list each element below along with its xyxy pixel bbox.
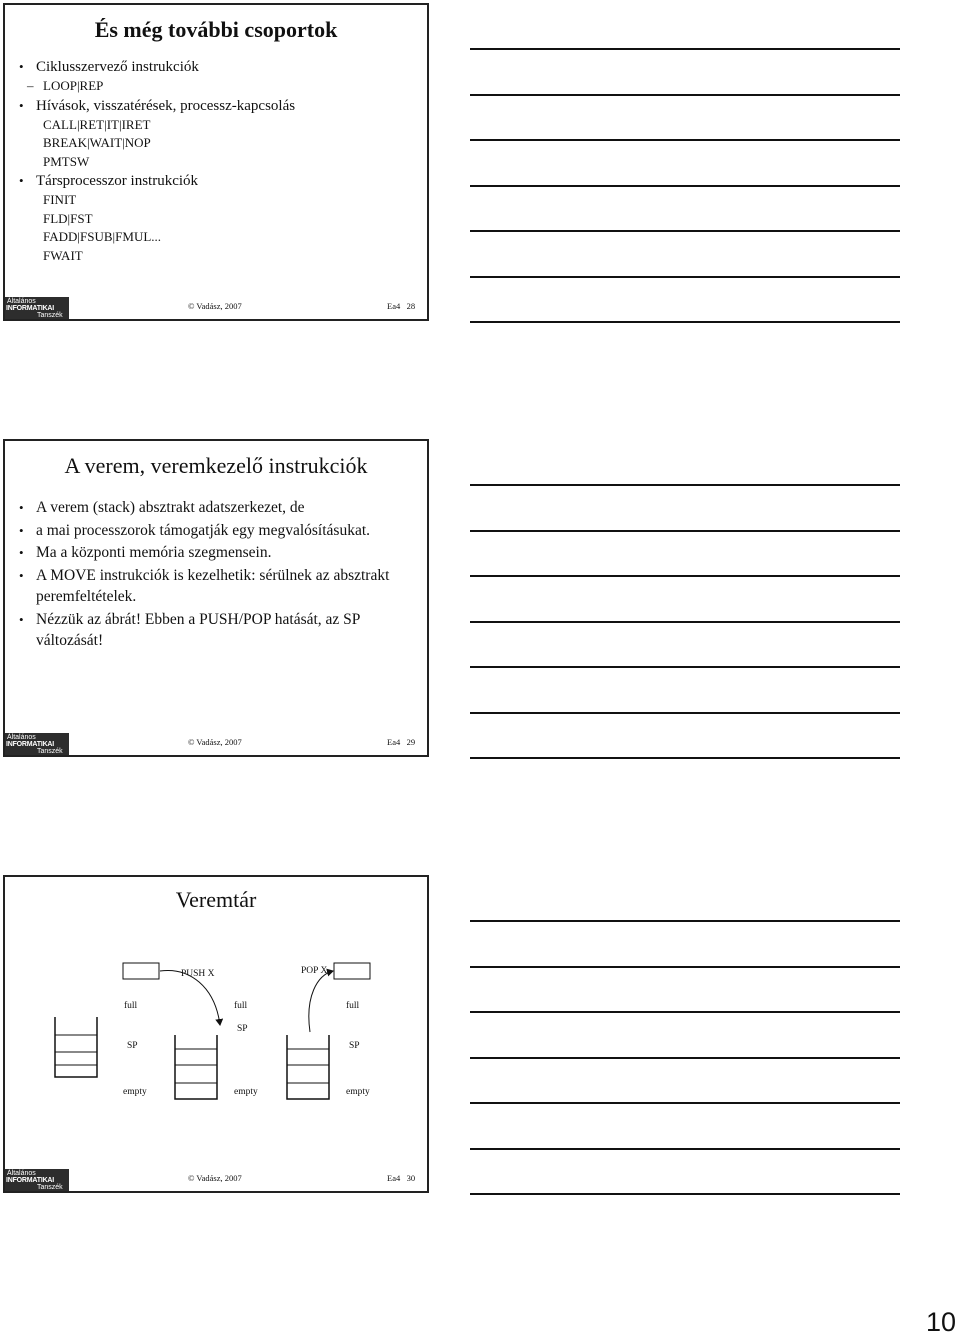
- note-line: [470, 757, 900, 759]
- push-label: PUSH X: [181, 969, 215, 979]
- slide-page: Ea4 28: [387, 301, 416, 311]
- full-label: full: [124, 1001, 138, 1011]
- department-logo: Általános INFORMATIKAI Tanszék: [5, 733, 69, 755]
- note-line: [470, 1102, 900, 1104]
- full-label: full: [234, 1001, 248, 1011]
- x-register-box: [123, 963, 159, 979]
- copyright: © Vadász, 2007: [188, 301, 242, 311]
- sub-item: BREAK|WAIT|NOP: [43, 135, 151, 150]
- slide-footer: [5, 1169, 427, 1191]
- slide-title: Veremtár: [175, 887, 257, 912]
- slide-30: [3, 875, 429, 1193]
- sub-item: FLD|FST: [43, 210, 93, 226]
- stack-after-pop: [287, 1000, 370, 1099]
- note-line: [470, 1193, 900, 1195]
- note-line: [470, 321, 900, 323]
- note-line: [470, 666, 900, 668]
- note-line: [470, 139, 900, 141]
- sub-item: FINIT: [43, 192, 77, 207]
- sp-label: SP: [349, 1041, 360, 1051]
- bullet-item: • Társprocesszor instrukciók: [19, 171, 419, 191]
- note-line: [470, 1057, 900, 1059]
- note-line: [470, 575, 900, 577]
- note-line: [470, 621, 900, 623]
- slide-page: Ea4 29: [387, 737, 416, 747]
- slide-29: [3, 439, 429, 757]
- sub-item: FADD|FSUB|FMUL...: [43, 229, 162, 244]
- bullet-item: • A verem (stack) absztrakt adatszerkezet, de: [19, 497, 419, 519]
- copyright: © Vadász, 2007: [188, 1173, 242, 1183]
- note-line: [470, 276, 900, 278]
- note-line: [470, 1011, 900, 1013]
- note-line: [470, 94, 900, 96]
- slide-page: Ea4 30: [387, 1173, 416, 1183]
- note-line: [470, 185, 900, 187]
- slide-footer: [5, 733, 427, 755]
- bullet-item: • A MOVE instrukciók is kezelhetik: sérülnek az absztrakt peremfeltételek.: [19, 565, 419, 608]
- empty-label: empty: [346, 1087, 370, 1097]
- note-line: [470, 48, 900, 50]
- bullet-item: • a mai processzorok támogatják egy megvalósításukat.: [19, 520, 419, 542]
- note-line: [470, 484, 900, 486]
- sub-item: CALL|RET|IT|IRET: [43, 116, 151, 132]
- slide-title: És még további csoportok: [94, 17, 338, 42]
- slide-title: A verem, veremkezelő instrukciók: [64, 453, 368, 478]
- department-logo: Általános INFORMATIKAI Tanszék: [5, 297, 69, 319]
- bullet-item: • Ma a központi memória szegmensein.: [19, 542, 419, 564]
- full-label: full: [346, 1001, 360, 1011]
- note-line: [470, 920, 900, 922]
- note-line: [470, 712, 900, 714]
- note-line: [470, 530, 900, 532]
- slide-28: [3, 3, 429, 321]
- note-line: [470, 230, 900, 232]
- bullet-item: • Ciklusszervező instrukciók: [19, 57, 419, 77]
- empty-label: empty: [234, 1087, 258, 1097]
- slide-content: [19, 497, 419, 653]
- sub-item: FWAIT: [43, 247, 83, 263]
- stack-initial: [55, 1000, 147, 1097]
- page-number: 10: [925, 1307, 956, 1337]
- note-line: [470, 966, 900, 968]
- empty-label: empty: [123, 1087, 147, 1097]
- sp-label: SP: [237, 1024, 248, 1034]
- pop-label: POP X: [301, 966, 328, 976]
- pop-arrow: [309, 971, 333, 1032]
- sp-label: SP: [127, 1041, 138, 1051]
- stack-diagram: [5, 937, 427, 1177]
- copyright: © Vadász, 2007: [188, 737, 242, 747]
- slide-content: [19, 57, 419, 265]
- bullet-item: • Hívások, visszatérések, processz-kapcsolás: [19, 96, 419, 116]
- x-target-box: [334, 963, 370, 979]
- bullet-item: • Nézzük az ábrát! Ebben a PUSH/POP hatását, az SP változását!: [19, 609, 419, 652]
- note-line: [470, 1148, 900, 1150]
- sub-item: PMTSW: [43, 153, 90, 169]
- department-logo: Általános INFORMATIKAI Tanszék: [5, 1169, 69, 1191]
- slide-footer: [5, 297, 427, 319]
- sub-item: – LOOP|REP: [19, 77, 419, 96]
- stack-after-push: [175, 1000, 258, 1099]
